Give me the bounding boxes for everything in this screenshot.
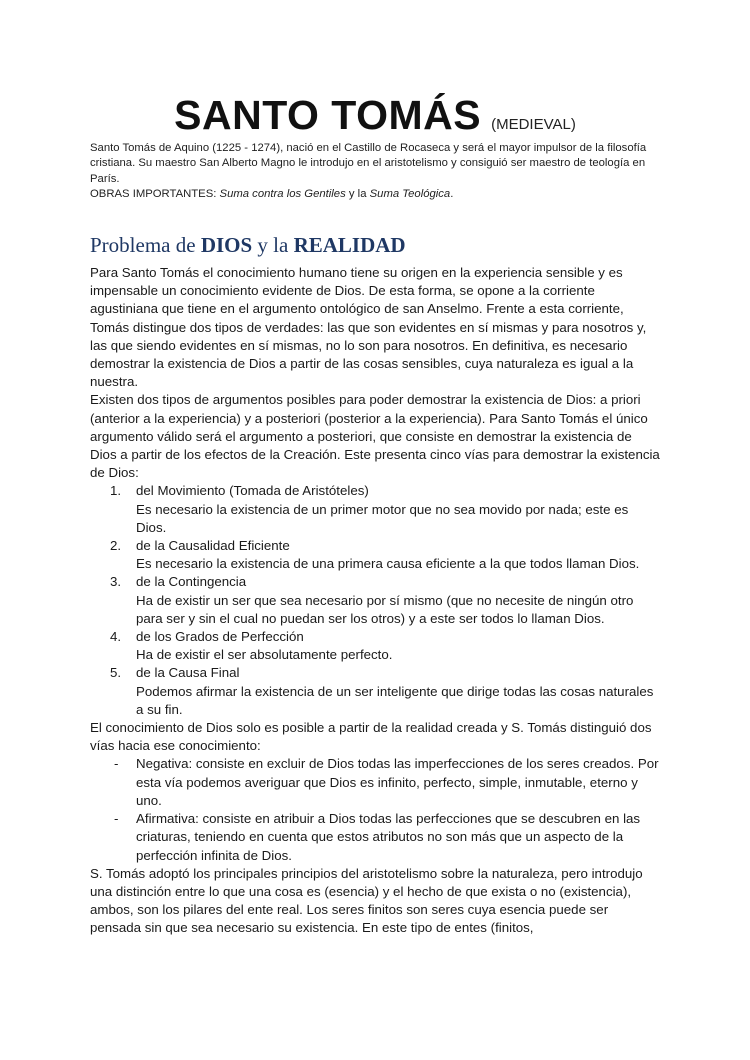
list-item — [90, 482, 660, 537]
heading-pre: Problema de — [90, 233, 196, 257]
heading-word-realidad: REALIDAD — [293, 233, 406, 257]
via-title: del Movimiento (Tomada de Aristóteles) — [136, 483, 369, 499]
via-description: Ha de existir el ser absolutamente perfecto. — [136, 647, 393, 663]
bullet-dash: - — [114, 811, 119, 827]
via-title: de la Contingencia — [136, 574, 247, 590]
page-title: SANTO TOMÁS — [174, 92, 482, 138]
vias-list — [90, 482, 660, 719]
title-row — [0, 92, 750, 139]
paragraph-1: Para Santo Tomás el conocimiento humano tiene su origen en la experiencia sensible y es impensable un conocimiento evidente de Dios. De esta forma, se opone a la corriente agustiniana que tiene en el argumento ontológico de san Anselmo. Frente a esta corriente, Tomás distingue dos tipos de verdades: las que son evidentes en sí mismas y para nosotros y, las que siendo evidentes en sí mismas, no lo son para nosotros. En definitiva, es necesario demostrar la existencia de Dios a partir de las cosas sensibles, cuya naturaleza es igual a la nuestra. — [90, 265, 647, 390]
paragraph-4: S. Tomás adoptó los principales principios del aristotelismo sobre la naturaleza, pero introdujo una distinción entre lo que una cosa es (esencia) y el hecho de que exista o no (existencia), ambos, son los pilares del ente real. Los seres finitos son seres cuya esencia puede ser pensada sin que sea necesario su existencia. En este tipo de entes (finitos, — [90, 865, 643, 936]
work-title-2: Suma Teológica — [369, 188, 451, 201]
via-description: Podemos afirmar la existencia de un ser inteligente que dirige todas las cosas naturales a su fin. — [136, 683, 654, 717]
camino-text: Afirmativa: consiste en atribuir a Dios todas las perfecciones que se descubren en las criaturas, teniendo en cuenta que estos atributos no son más que un aspecto de la perfección infinita de Dios. — [136, 811, 641, 863]
list-item — [90, 537, 660, 573]
work-title-1: Suma contra los Gentiles — [219, 188, 346, 201]
list-number: 1. — [110, 483, 122, 499]
works-label: OBRAS IMPORTANTES: — [90, 188, 217, 201]
caminos-list — [90, 755, 660, 864]
camino-text: Negativa: consiste en excluir de Dios todas las imperfecciones de los seres creados. Por esta vía podemos averiguar que Dios es infinito, perfecto, simple, inmutable, eterno y uno. — [136, 756, 659, 808]
paragraph-2: Existen dos tipos de argumentos posibles para poder demostrar la existencia de Dios: a priori (anterior a la experiencia) y a posteriori (posterior a la experiencia). Para Santo Tomás el único argumento válido será el argumento a posteriori, que consiste en demostrar la existencia de Dios a partir de los efectos de la Creación. Este presenta cinco vías para demostrar la existencia de Dios: — [90, 392, 660, 481]
heading-word-dios: DIOS — [200, 233, 253, 257]
section-body — [90, 264, 660, 938]
list-number: 3. — [110, 574, 122, 590]
via-description: Es necesario la existencia de una primera causa eficiente a la que todos llaman Dios. — [136, 556, 640, 572]
list-number: 2. — [110, 538, 122, 554]
via-title: de la Causa Final — [136, 665, 240, 681]
via-title: de la Causalidad Eficiente — [136, 538, 290, 554]
list-item — [90, 810, 660, 865]
via-description: Ha de existir un ser que sea necesario por sí mismo (que no necesite de ningún otro para ser y sin el cual no puedan ser los otros) y a este ser todos lo llaman Dios. — [136, 592, 634, 626]
bullet-dash: - — [114, 756, 119, 772]
intro-works — [90, 187, 665, 202]
paragraph-3: El conocimiento de Dios solo es posible a partir de la realidad creada y S. Tomás distinguió dos vías hacia ese conocimiento: — [90, 720, 652, 754]
list-item — [90, 628, 660, 664]
page-subtitle: (MEDIEVAL) — [491, 116, 576, 133]
works-connector: y la — [348, 188, 367, 201]
list-item — [90, 664, 660, 719]
list-number: 4. — [110, 629, 122, 645]
intro-block — [90, 141, 665, 203]
list-item — [90, 755, 660, 810]
list-item — [90, 573, 660, 628]
heading-mid: y la — [257, 233, 289, 257]
section-heading — [90, 233, 406, 258]
works-end: . — [450, 188, 454, 201]
list-number: 5. — [110, 665, 122, 681]
intro-bio: Santo Tomás de Aquino (1225 - 1274), nació en el Castillo de Rocaseca y será el mayor impulsor de la filosofía cristiana. Su maestro San Alberto Magno le introdujo en el aristotelismo y consiguió ser maestro de teología en París. — [90, 142, 647, 185]
via-description: Es necesario la existencia de un primer motor que no sea movido por nada; este es Dios. — [136, 501, 629, 535]
via-title: de los Grados de Perfección — [136, 629, 304, 645]
